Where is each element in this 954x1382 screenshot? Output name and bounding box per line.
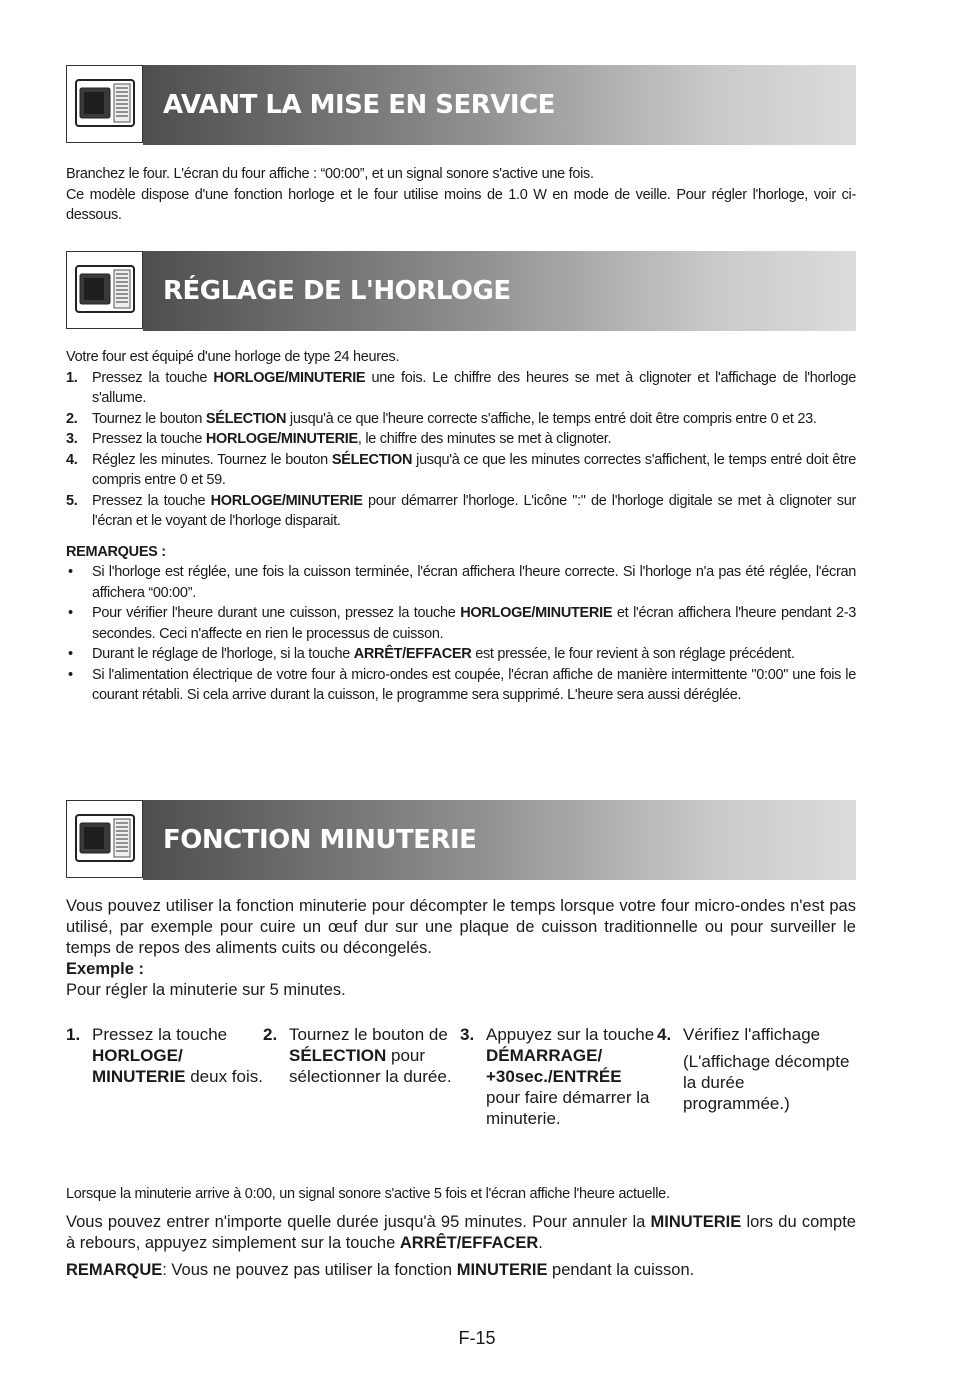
clock-content: [66, 347, 856, 706]
timer-intro: Vous pouvez utiliser la fonction minuterie pour décompter le temps lorsque votre four micro-ondes n'est pas utilisé, par exemple pour cuire un œuf dur sur une plaque de cuisson traditionnelle ou pour surveiller le temps de repos des aliments cuits ou décongelés.: [66, 897, 856, 957]
timer-step: 2. Tournez le bouton de SÉLECTION pour sélectionner la durée.: [263, 1025, 452, 1086]
timer-steps: [66, 1024, 856, 1129]
remarks-list: [66, 562, 856, 706]
clock-intro: Votre four est équipé d'une horloge de type 24 heures.: [66, 349, 400, 365]
timer-step: 3. Appuyez sur la touche DÉMARRAGE/ +30sec./ENTRÉE pour faire démarrer la minuterie.: [460, 1025, 655, 1128]
remarks-title: REMARQUES :: [66, 543, 166, 560]
section-header-minuterie: [66, 800, 856, 880]
section-title: AVANT LA MISE EN SERVICE: [163, 90, 555, 120]
example-title: Exemple :: [66, 960, 144, 978]
list-item: • Si l'alimentation électrique de votre four à micro-ondes est coupée, l'écran affiche de manière intermittente "0:00" une fois le courant rétabli. Si cela arrive durant la cuisson, le programme sera supprimé. L'heure sera aussi déréglée.: [68, 666, 856, 703]
section-header-avant: [66, 65, 856, 145]
timer-remark: REMARQUE: Vous ne pouvez pas utiliser la fonction MINUTERIE pendant la cuisson.: [66, 1261, 695, 1279]
bullet-icon: •: [68, 666, 73, 683]
section-title: RÉGLAGE DE L'HORLOGE: [163, 276, 511, 306]
intro-line: Branchez le four. L'écran du four affiche : “00:00”, et un signal sonore s'active une fois.: [66, 166, 594, 182]
section-header-horloge: [66, 251, 856, 331]
timer-intro-block: [66, 896, 856, 1001]
timer-end-note: Lorsque la minuterie arrive à 0:00, un signal sonore s'active 5 fois et l'écran affiche l'heure actuelle.: [66, 1186, 670, 1202]
microwave-icon: [66, 800, 143, 878]
timer-step: 1. Pressez la touche HORLOGE/ MINUTERIE deux fois.: [66, 1025, 263, 1086]
list-item: • Pour vérifier l'heure durant une cuisson, pressez la touche HORLOGE/MINUTERIE et l'écran affichera l'heure pendant 2-3 secondes. Ceci n'affecte en rien le processus de cuisson.: [68, 605, 857, 642]
bullet-icon: •: [68, 564, 73, 580]
list-item: 5. Pressez la touche HORLOGE/MINUTERIE pour démarrer l'horloge. L'icône ":" de l'horloge digitale se met à clignoter sur l'écran et le voyant de l'horloge disparait.: [66, 492, 856, 529]
timer-cancel: Vous pouvez entrer n'importe quelle durée jusqu'à 95 minutes. Pour annuler la MINUTERIE lors du compte à rebours, appuyez simplement sur la touche ARRÊT/EFFACER. REMARQUE: Vous ne pouvez pas utiliser la fonction MINUTERIE pendant la cuisson.: [66, 1213, 856, 1279]
section-title: FONCTION MINUTERIE: [163, 825, 477, 855]
intro-line: Ce modèle dispose d'une fonction horloge et le four utilise moins de 1.0 W en mode de veille. Pour régler l'horloge, voir ci-dessous.: [66, 186, 856, 223]
microwave-icon: [66, 251, 143, 329]
bullet-icon: •: [68, 646, 73, 662]
clock-steps: [66, 368, 856, 532]
list-item: 1. Pressez la touche HORLOGE/MINUTERIE une fois. Le chiffre des heures se met à clignoter et l'affichage de l'horloge s'allume.: [66, 369, 856, 406]
list-item: 3. Pressez la touche HORLOGE/MINUTERIE, le chiffre des minutes se met à clignoter.: [66, 431, 612, 447]
list-item: • Durant le réglage de l'horloge, si la touche ARRÊT/EFFACER est pressée, le four revient à son réglage précédent.: [66, 644, 856, 665]
timer-step: 4. Vérifiez l'affichage (L'affichage décompte la durée programmée.): [657, 1025, 850, 1113]
microwave-icon: [66, 65, 143, 143]
intro-text: [66, 164, 856, 226]
page-number: F-15: [458, 1328, 496, 1348]
list-item: 2. Tournez le bouton SÉLECTION jusqu'à ce que l'heure correcte s'affiche, le temps entré doit être compris entre 0 et 23.: [66, 410, 817, 427]
example-text: Pour régler la minuterie sur 5 minutes.: [66, 981, 346, 999]
list-item: • Si l'horloge est réglée, une fois la cuisson terminée, l'écran affichera l'heure correcte. Si l'horloge n'a pas été réglée, l'écran affichera “00:00”.: [68, 564, 856, 601]
bullet-icon: •: [68, 605, 73, 621]
list-item: 4. Réglez les minutes. Tournez le bouton SÉLECTION jusqu'à ce que les minutes correctes s'affichent, le temps entré doit être compris entre 0 et 59.: [66, 451, 856, 488]
